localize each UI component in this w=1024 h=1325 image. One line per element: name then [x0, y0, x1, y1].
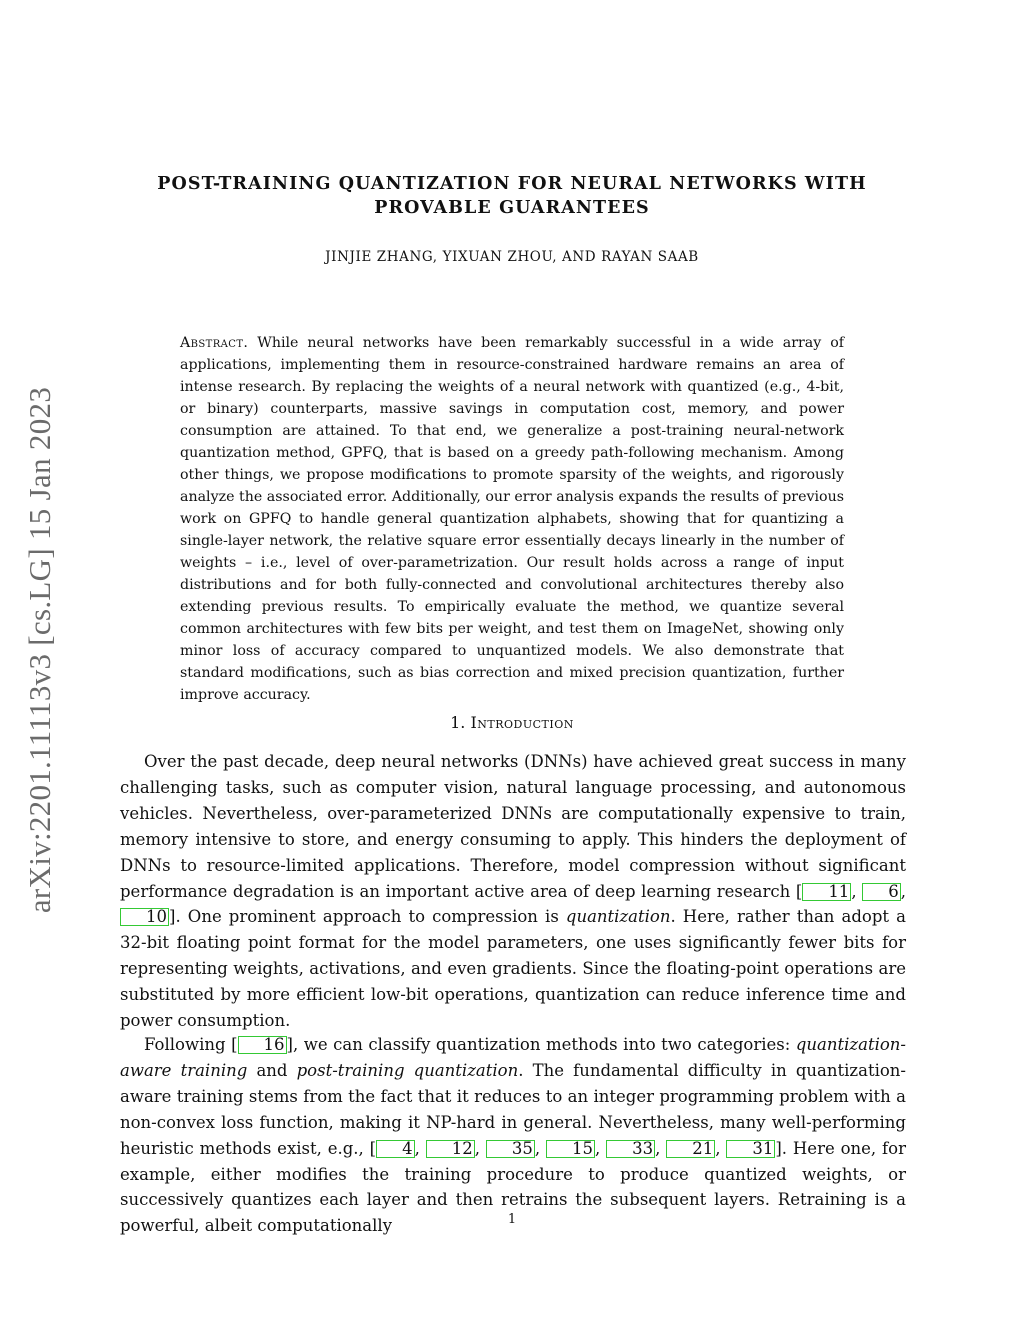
citation-link[interactable]: 12 [426, 1140, 475, 1158]
section-number: 1. [450, 713, 466, 732]
para2-text-5: . Here one, for example, either modifies the training procedure to produce quantized weights, or successively quantizes each layer and then retrains the subsequent layers. Retraining is a powerful, albeit computationally [120, 1138, 906, 1236]
para2-text-1: Following [144, 1035, 232, 1054]
intro-paragraph-2: Following [ 16 ], we can classify quantization methods into two categories: quantization-aware training and post-training quantization. The fundamental difficulty in quantization-aware training stems from the fact that it reduces to an integer programming problem with a non-convex loss function, making it NP-hard in general. Nevertheless, many well-performing heuristic methods exist, e.g., [ 4 , 12 , 35 , 15 , 33 , 21 , 31 ]. Here one, for example, either modifies the training procedure to produce quantized weights, or successively quantizes each layer and then retrains the subsequent layers. Retraining is a powerful, albeit computationally [120, 1035, 907, 1236]
para2-text-2: , we can classify quantization methods into two categories: [292, 1035, 796, 1054]
para1-text-3: . Here, rather than adopt a 32-bit floating point format for the model parameters, one uses significantly fewer bits for representing weights, activations, and even gradients. Since the floating-point operations are substituted by more efficient low-bit operations, quantization can reduce inference time and power consumption. [120, 907, 906, 1031]
title-line-1: POST-TRAINING QUANTIZATION FOR NEURAL NETWORKS WITH [157, 174, 867, 194]
citation-link[interactable]: 31 [726, 1140, 775, 1158]
author-list: JINJIE ZHANG, YIXUAN ZHOU, AND RAYAN SAAB [325, 249, 699, 265]
citation-link[interactable]: 33 [606, 1140, 655, 1158]
citation-link[interactable]: 35 [486, 1140, 535, 1158]
citation-link[interactable]: 21 [666, 1140, 715, 1158]
abstract-text: While neural networks have been remarkably successful in a wide array of applications, implementing them in resource-constrained hardware remains an area of intense research. By replacing the weights of a neural network with quantized (e.g., 4-bit, or binary) counterparts, massive savings in computation cost, memory, and power consumption are attained. To that end, we generalize a post-training neural-network quantization method, GPFQ, that is based on a greedy path-following mechanism. Among other things, we propose modifications to promote sparsity of the weights, and rigorously analyze the associated error. Additionally, our error analysis expands the results of previous work on GPFQ to handle general quantization alphabets, showing that for quantizing a single-layer network, the relative square error essentially decays linearly in the number of weights – i.e., level of over-parametrization. Our result holds across a range of input distributions and for both fully-connected and convolutional architectures thereby also extending previous results. To empirically evaluate the method, we quantize several common architectures with few bits per weight, and test them on ImageNet, showing only minor loss of accuracy compared to unquantized models. We also demonstrate that standard modifications, such as bias correction and mixed precision quantization, further improve accuracy. [180, 335, 845, 703]
title-line-2: PROVABLE GUARANTEES [374, 198, 650, 218]
para2-emphasis-2: post-training quantization [296, 1060, 519, 1080]
para1-text-2: . One prominent approach to compression is [175, 907, 566, 927]
citation-link[interactable]: 15 [546, 1140, 595, 1158]
section-heading [110, 713, 914, 732]
arxiv-stamp[interactable]: arXiv:2201.11113v3 [cs.LG] 15 Jan 2023 [22, 386, 57, 914]
para2-text-3: and [247, 1060, 297, 1080]
section-title: Introduction [470, 713, 574, 732]
paper-title [110, 172, 914, 220]
para2-emphasis-1: quantization-aware training [120, 1035, 906, 1080]
citation-link[interactable]: 6 [862, 883, 901, 901]
para2-text-4: . The fundamental difficulty in quantization-aware training stems from the fact that it reduces to an integer programming problem with a non-convex loss function, making it NP-hard in general. Nevertheless, many well-performing heuristic methods exist, e.g., [120, 1060, 907, 1158]
intro-paragraph-1: Over the past decade, deep neural networks (DNNs) have achieved great success in many challenging tasks, such as computer vision, natural language processing, and autonomous vehicles. Nevertheless, over-parameterized DNNs are computationally expensive to train, memory intensive to store, and energy consuming to apply. This hinders the deployment of DNNs to resource-limited applications. Therefore, model compression without significant performance degradation is an important active area of deep learning research [ 11 , 6 , 10 ]. One prominent approach to compression is quantization. Here, rather than adopt a 32-bit floating point format for the model parameters, one uses significantly fewer bits for representing weights, activations, and even gradients. Since the floating-point operations are substituted by more efficient low-bit operations, quantization can reduce inference time and power consumption. [120, 752, 906, 1031]
abstract [180, 332, 844, 706]
citation-link[interactable]: 16 [238, 1036, 287, 1054]
abstract-heading: Abstract. [180, 335, 249, 351]
citation-link[interactable]: 4 [376, 1140, 415, 1158]
page-number: 1 [507, 1212, 517, 1227]
citation-link[interactable]: 11 [802, 883, 851, 901]
citation-link[interactable]: 10 [120, 908, 169, 926]
para1-emphasis: quantization [565, 907, 671, 927]
para1-text-1: Over the past decade, deep neural networks (DNNs) have achieved great success in many challenging tasks, such as computer vision, natural language processing, and autonomous vehicles. Nevertheless, over-parameterized DNNs are computationally expensive to train, memory intensive to store, and energy consuming to apply. This hinders the deployment of DNNs to resource-limited applications. Therefore, model compression without significant performance degradation is an important active area of deep learning research [120, 752, 906, 901]
